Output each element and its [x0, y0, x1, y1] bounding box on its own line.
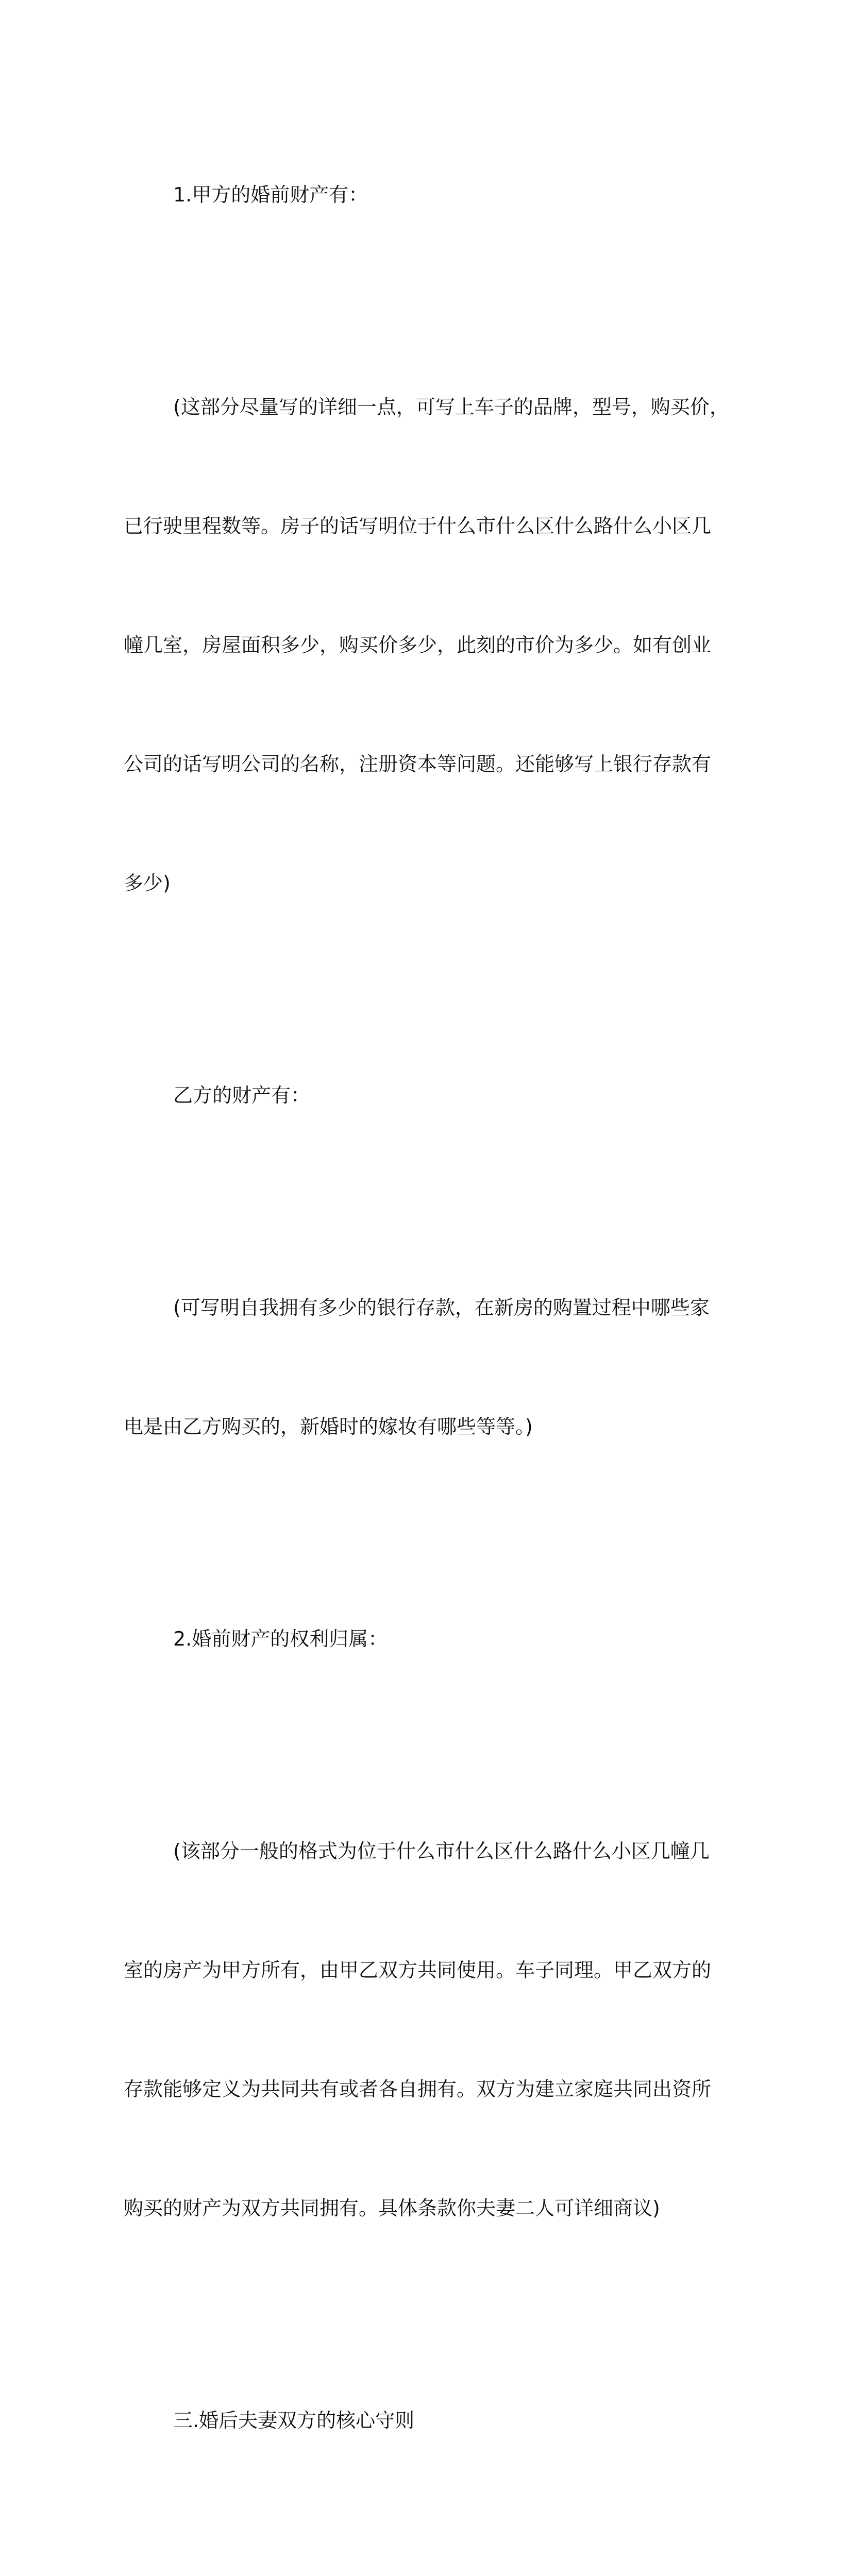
text-line: 1.甲方的婚前财产有： — [173, 183, 368, 206]
paragraph-section-three-heading — [124, 2321, 711, 2520]
text-line: 乙方的财产有： — [173, 1084, 311, 1107]
text-line: (可写明自我拥有多少的银行存款，在新房的购置过程中哪些家 — [173, 1296, 710, 1319]
paragraph-ownership-heading — [124, 1540, 711, 1738]
paragraph-party-a-details — [124, 308, 729, 982]
paragraph-party-b-details — [124, 1209, 711, 1526]
text-line: 三.婚后夫妻双方的核心守则 — [173, 2409, 415, 2432]
text-line: 室的房产为甲方所有，由甲乙双方共同使用。车子同理。甲乙双方的 — [124, 1959, 712, 1981]
text-line: 存款能够定义为共同共有或者各自拥有。双方为建立家庭共同出资所 — [124, 2078, 712, 2100]
paragraph-party-b-heading — [124, 996, 711, 1195]
paragraph-fidelity-clause — [124, 2534, 711, 2576]
paragraph-ownership-details — [124, 1752, 711, 2308]
text-line: 购买的财产为双方共同拥有。具体条款你夫妻二人可详细商议) — [124, 2197, 660, 2219]
text-line: (这部分尽量写的详细一点，可写上车子的品牌，型号，购买价， — [173, 396, 729, 418]
text-line: 幢几室，房屋面积多少，购买价多少，此刻的市价为多少。如有创业 — [124, 634, 712, 656]
document-body — [124, 96, 729, 2576]
text-line: 多少) — [124, 872, 171, 894]
text-line: 2.婚前财产的权利归属： — [173, 1628, 388, 1650]
paragraph-party-a-heading — [124, 96, 711, 294]
text-line: (该部分一般的格式为位于什么市什么区什么路什么小区几幢几 — [173, 1840, 710, 1862]
text-line: 公司的话写明公司的名称，注册资本等问题。还能够写上银行存款有 — [124, 753, 712, 775]
text-line: 电是由乙方购买的，新婚时的嫁妆有哪些等等。) — [124, 1415, 533, 1438]
text-line: 已行驶里程数等。房子的话写明位于什么市什么区什么路什么小区几 — [124, 515, 712, 537]
